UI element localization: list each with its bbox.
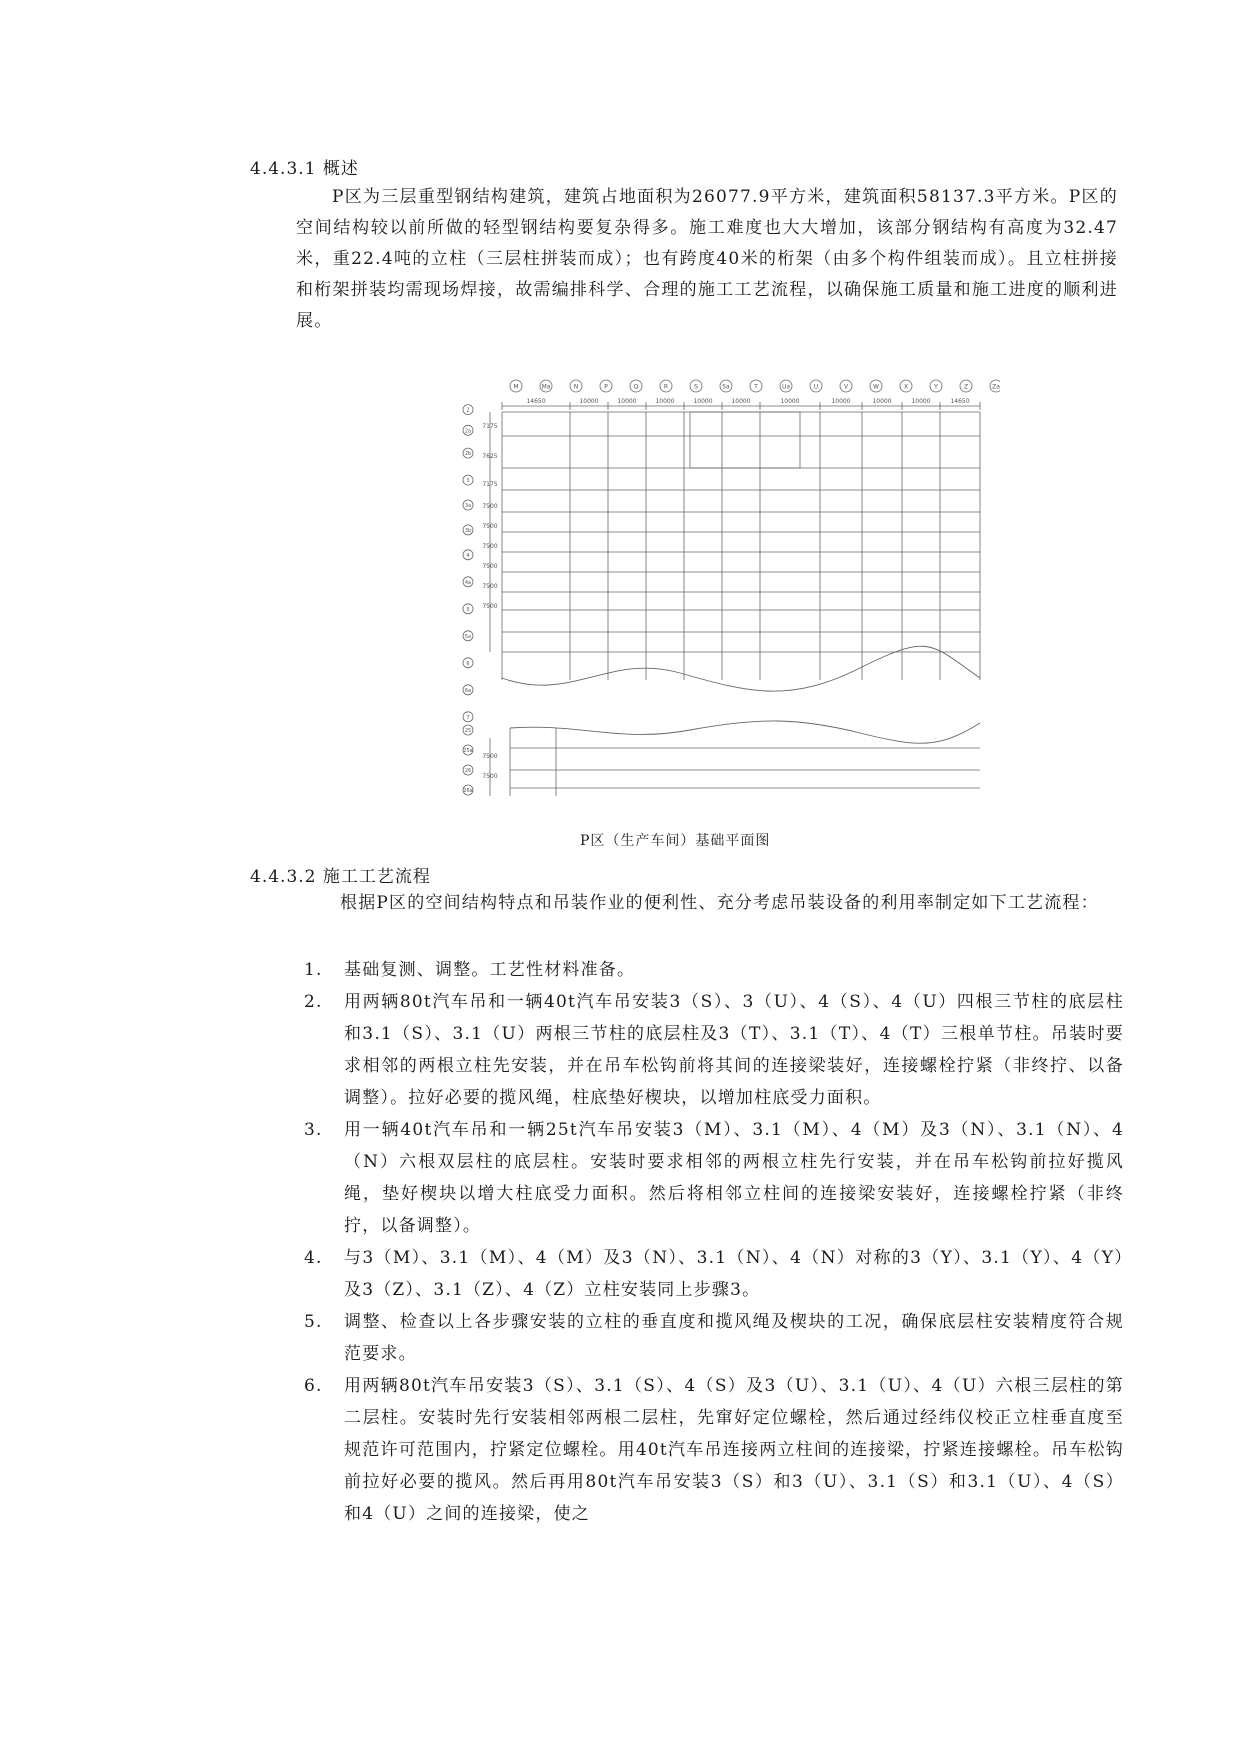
- step-text: 用一辆40t汽车吊和一辆25t汽车吊安装3（M）、3.1（M）、4（M）及3（N）、3.1（N）、4（N）六根双层柱的底层柱。安装时要求相邻的两根立柱先行安装，并在吊车松钩前拉好揽风绳，垫好楔块以增大柱底受力面积。然后将相邻立柱间的连接梁安装好，连接螺栓拧紧（非终拧，以备调整）。: [344, 1120, 1124, 1236]
- column-axis-label: X: [903, 383, 909, 391]
- figure-caption: P区（生产车间）基础平面图: [580, 833, 771, 849]
- column-axis-label: S: [694, 383, 698, 391]
- row-axis-label: 2: [466, 407, 470, 414]
- column-axis-label: W: [873, 383, 879, 391]
- step-number: 6.: [304, 1376, 323, 1396]
- step-number: 5.: [304, 1312, 323, 1332]
- step-number: 1.: [304, 960, 323, 980]
- process-intro: 根据P区的空间结构特点和吊装作业的便利性、充分考虑吊装设备的利用率制定如下工艺流程：: [340, 893, 1099, 913]
- row-axis-label: 3: [466, 478, 470, 485]
- process-step: [304, 1370, 1124, 1530]
- process-step: [304, 986, 1124, 1114]
- dimension-label: 10000: [693, 398, 713, 405]
- dimension-label: 7500: [482, 503, 498, 510]
- process-step: [304, 954, 1124, 986]
- process-steps-list: [304, 954, 1124, 1530]
- column-axis-label: P: [604, 383, 608, 391]
- overview-paragraph: P区为三层重型钢结构建筑，建筑占地面积为26077.9平方米，建筑面积58137.3平方米。P区的空间结构较以前所做的轻型钢结构要复杂得多。施工难度也大大增加，该部分钢结构有高度为32.47米，重22.4吨的立柱（三层柱拼装而成）；也有跨度40米的桁架（由多个构件组装而成）。且立柱拼接和桁架拼装均需现场焊接，故需编排科学、合理的施工工艺流程，以确保施工质量和施工进度的顺利进展。: [296, 187, 1118, 331]
- foundation-plan-drawing: [460, 378, 1000, 818]
- grid-inner-block: [690, 412, 800, 468]
- break-line: [510, 721, 980, 743]
- dimension-label: 7500: [482, 583, 498, 590]
- dimension-label: 7625: [482, 453, 498, 460]
- step-text: 用两辆80t汽车吊安装3（S）、3.1（S）、4（S）及3（U）、3.1（U）、4（U）六根三层柱的第二层柱。安装时先行安装相邻两根二层柱，先窜好定位螺栓，然后通过经纬仪校正立柱垂直度至规范许可范围内，拧紧定位螺栓。用40t汽车吊连接两立柱间的连接梁，拧紧连接螺栓。吊车松钩前拉好必要的揽风。然后再用80t汽车吊安装3（S）和3（U）、3.1（S）和3.1（U）、4（S）和4（U）之间的连接梁，使之: [344, 1376, 1124, 1524]
- dimension-label: 10000: [872, 398, 892, 405]
- row-axis-label: 7: [466, 714, 470, 721]
- column-axis-label: R: [663, 383, 669, 391]
- column-axis-label: Z: [963, 383, 969, 391]
- row-axis-label: 2a: [464, 428, 472, 435]
- row-axis-label: 3b: [464, 527, 472, 534]
- row-axis-label: 3a: [464, 503, 472, 509]
- dimension-label: 7500: [482, 603, 498, 610]
- row-axis-label: 25: [464, 728, 472, 734]
- step-text: 基础复测、调整。工艺性材料准备。: [344, 960, 636, 980]
- dimension-label: 14650: [950, 398, 970, 405]
- column-axis-label: Sa: [722, 383, 730, 391]
- dimension-label: 7175: [482, 481, 498, 488]
- column-axis-label: T: [754, 383, 758, 391]
- row-axis-label: 6: [466, 660, 470, 667]
- dimension-label: 7500: [482, 543, 498, 550]
- row-axis-label: 5: [466, 606, 470, 613]
- column-axis-label: Q: [633, 383, 639, 391]
- column-axis-label: Y: [934, 383, 938, 391]
- column-axis-label: M: [513, 383, 519, 391]
- row-axis-label: 25a: [463, 748, 473, 754]
- dimension-label: 14650: [526, 398, 546, 405]
- row-axis-label: 26: [464, 768, 472, 774]
- step-text: 用两辆80t汽车吊和一辆40t汽车吊安装3（S）、3（U）、4（S）、4（U）四根三节柱的底层柱和3.1（S）、3.1（U）两根三节柱的底层柱及3（T）、3.1（T）、4（T）三根单节柱。吊装时要求相邻的两根立柱先安装，并在吊车松钩前将其间的连接梁装好，连接螺栓拧紧（非终拧、以备调整）。拉好必要的揽风绳，柱底垫好楔块，以增加柱底受力面积。: [344, 992, 1124, 1108]
- dimension-label: 7500: [482, 563, 498, 570]
- dimension-label: 7500: [482, 523, 498, 530]
- dimension-label: 10000: [831, 398, 851, 405]
- column-axis-label: Ua: [781, 383, 791, 391]
- step-number: 2.: [304, 992, 323, 1012]
- foundation-plan-figure: [460, 378, 1000, 818]
- step-number: 4.: [304, 1248, 323, 1268]
- row-axis-label: 2b: [464, 451, 472, 458]
- dimension-label: 10000: [617, 398, 637, 405]
- step-number: 3.: [304, 1120, 323, 1140]
- dimension-label: 10000: [731, 398, 751, 405]
- section-heading-overview: 4.4.3.1 概述: [250, 159, 359, 179]
- column-axis-label: Za: [992, 383, 1000, 391]
- step-text: 与3（M）、3.1（M）、4（M）及3（N）、3.1（N）、4（N）对称的3（Y）、3.1（Y）、4（Y）及3（Z）、3.1（Z）、4（Z）立柱安装同上步骤3。: [344, 1248, 1124, 1300]
- dimension-label: 7175: [482, 423, 498, 430]
- process-step: [304, 1306, 1124, 1370]
- column-axis-label: U: [813, 383, 819, 391]
- column-axis-label: Ma: [541, 383, 551, 391]
- dimension-label: 7500: [482, 753, 498, 760]
- row-axis-label: 26a: [463, 788, 473, 794]
- row-axis-label: 6a: [464, 687, 472, 694]
- row-axis-label: 4a: [464, 579, 472, 586]
- column-axis-label: V: [843, 383, 849, 391]
- dimension-label: 10000: [911, 398, 931, 405]
- dimension-label: 10000: [780, 398, 800, 405]
- dimension-label: 7500: [482, 773, 498, 780]
- row-axis-label: 4: [466, 552, 470, 559]
- process-step: [304, 1114, 1124, 1242]
- column-axis-label: N: [573, 383, 579, 391]
- section-heading-process: 4.4.3.2 施工工艺流程: [250, 867, 431, 887]
- dimension-label: 10000: [655, 398, 675, 405]
- break-line: [502, 646, 980, 691]
- row-axis-label: 5a: [464, 633, 472, 640]
- step-text: 调整、检查以上各步骤安装的立柱的垂直度和揽风绳及楔块的工况，确保底层柱安装精度符合规范要求。: [344, 1312, 1124, 1364]
- process-step: [304, 1242, 1124, 1306]
- dimension-label: 10000: [579, 398, 599, 405]
